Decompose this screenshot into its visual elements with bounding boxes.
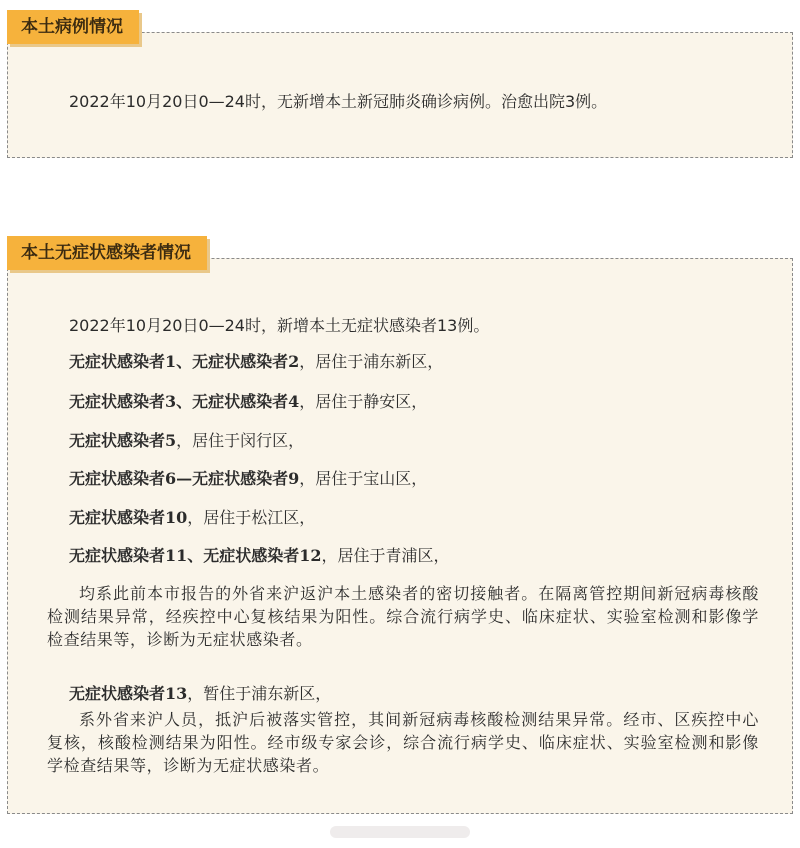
item-label: 无症状感染者5 [69,431,177,450]
local-cases-text: 2022年10月20日0—24时，无新增本土新冠肺炎确诊病例。治愈出院3例。 [69,92,608,111]
section-local-cases-title: 本土病例情况 [7,10,139,44]
item-label: 无症状感染者10 [69,508,188,527]
item-text: ，居住于闵行区， [176,431,305,450]
item-label: 无症状感染者11、无症状感染者12 [69,546,322,565]
item-text: ，居住于松江区， [187,508,316,527]
item-text: ，居住于青浦区， [321,546,450,565]
item-label: 无症状感染者6—无症状感染者9 [69,469,300,488]
section-asymptomatic-title: 本土无症状感染者情况 [7,236,207,270]
list-item [69,506,757,529]
item13-note: 系外省来沪人员，抵沪后被落实管控，其间新冠病毒核酸检测结果异常。经市、区疾控中心复核，核酸检测结果为阳性。经市级专家会诊，综合流行病学史、临床症状、实验室检测和影像学检查结果等，诊断为无症状感染者。 [47,710,759,775]
list-item [69,682,757,705]
item-label: 无症状感染者1、无症状感染者2 [69,352,300,371]
section-asymptomatic [7,236,793,814]
item-text: ，居住于静安区， [299,392,428,411]
group-note: 均系此前本市报告的外省来沪返沪本土感染者的密切接触者。在隔离管控期间新冠病毒核酸检测结果异常，经疾控中心复核结果为阳性。综合流行病学史、临床症状、实验室检测和影像学检查结果等，诊断为无症状感染者。 [47,584,759,649]
section-local-cases [7,10,793,158]
item-text: ，居住于浦东新区， [299,352,444,371]
list-item [69,350,757,373]
bottom-divider [330,826,470,838]
list-item [69,429,757,452]
item-label: 无症状感染者3、无症状感染者4 [69,392,300,411]
item-text: ，暂住于浦东新区， [187,684,332,703]
item-text: ，居住于宝山区， [299,469,428,488]
list-item [69,390,757,413]
item-label: 无症状感染者13 [69,684,188,703]
list-item [69,544,757,567]
list-item [69,467,757,490]
asymptomatic-intro: 2022年10月20日0—24时，新增本土无症状感染者13例。 [69,316,490,335]
